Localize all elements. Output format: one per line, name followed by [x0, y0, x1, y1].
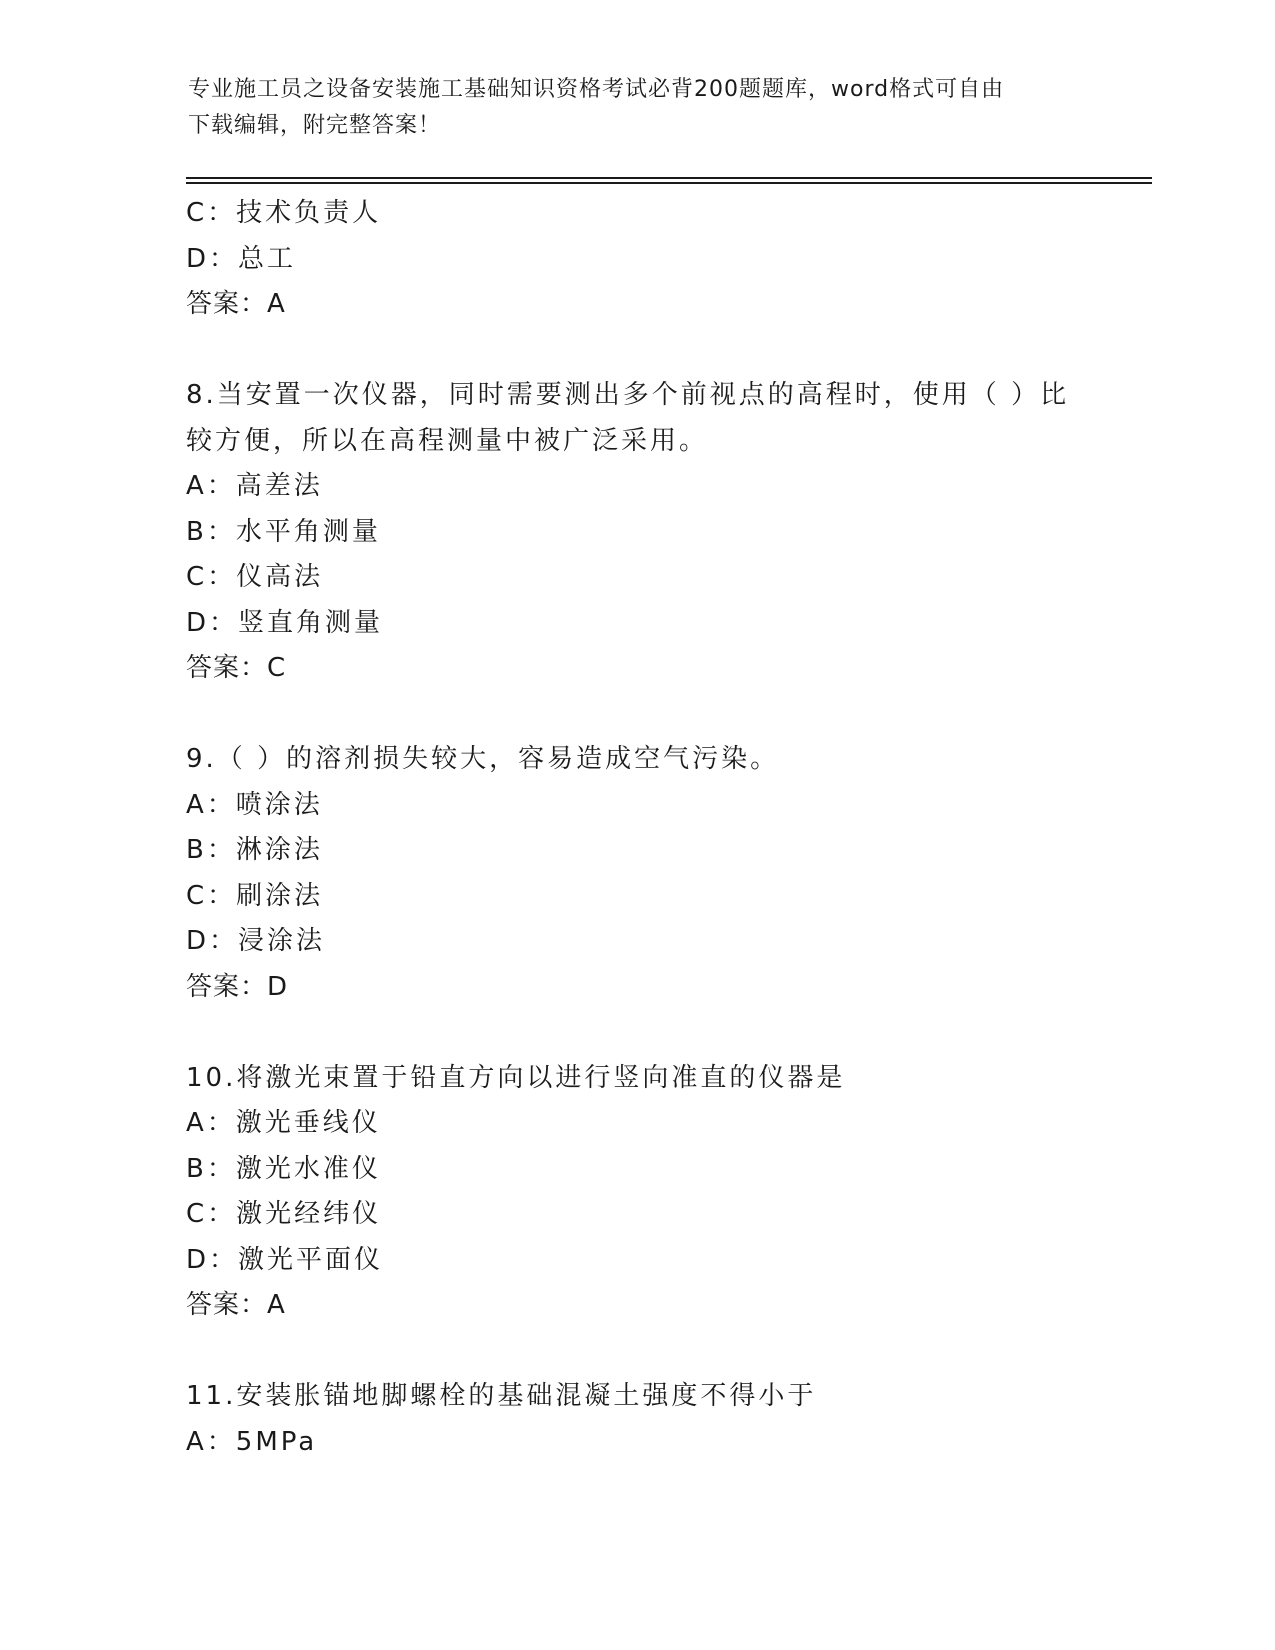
q10-option-a: A：激光垂线仪: [186, 1108, 381, 1138]
spacer: [186, 1010, 1086, 1056]
q7-option-d: D：总工: [186, 243, 297, 274]
q8-option-a: A：高差法: [186, 471, 323, 501]
q11-stem: 11.安装胀锚地脚螺栓的基础混凝土强度不得小于: [186, 1381, 817, 1411]
q10-stem: 10.将激光束置于铅直方向以进行竖向准直的仪器是: [186, 1062, 846, 1093]
q9-option-c: C：刷涂法: [186, 880, 324, 911]
question-9: [186, 737, 1086, 1010]
q10-answer: 答案：A: [186, 1290, 286, 1320]
spacer: [186, 328, 1086, 374]
q10-option-d: D：激光平面仪: [186, 1244, 384, 1275]
q9-option-b: B：淋涂法: [186, 835, 323, 865]
spacer: [186, 692, 1086, 738]
q8-answer: 答案：C: [186, 653, 287, 683]
document-header: [188, 72, 1068, 144]
header-divider-bottom: [186, 182, 1152, 184]
question-content: [186, 191, 1086, 1465]
q8-stem-line-2: 较方便，所以在高程测量中被广泛采用。: [186, 425, 709, 456]
question-7-tail: [186, 191, 1086, 328]
q10-option-b: B：激光水准仪: [186, 1153, 381, 1184]
question-8: [186, 373, 1086, 692]
q9-option-a: A：喷涂法: [186, 789, 323, 820]
spacer: [186, 1329, 1086, 1375]
header-title-line-1: 专业施工员之设备安装施工基础知识资格考试必背200题题库，word格式可自由: [188, 77, 1005, 102]
q11-option-a: A：5MPa: [186, 1426, 318, 1457]
question-11: [186, 1374, 1086, 1465]
q7-answer: 答案：A: [186, 289, 286, 319]
header-title-line-2: 下载编辑，附完整答案！: [188, 113, 442, 138]
q8-option-d: D：竖直角测量: [186, 607, 384, 638]
q9-stem: 9.（ ）的溶剂损失较大，容易造成空气污染。: [186, 744, 780, 774]
q9-option-d: D：浸涂法: [186, 926, 326, 956]
q8-option-b: B：水平角测量: [186, 516, 381, 547]
q10-option-c: C：激光经纬仪: [186, 1199, 382, 1229]
q8-option-c: C：仪高法: [186, 562, 324, 592]
header-divider-top: [186, 177, 1152, 179]
q7-option-c: C：技术负责人: [186, 198, 382, 228]
q9-answer: 答案：D: [186, 971, 289, 1002]
question-10: [186, 1056, 1086, 1329]
q8-stem-line-1: 8.当安置一次仪器，同时需要测出多个前视点的高程时，使用（ ）比: [186, 380, 1070, 410]
